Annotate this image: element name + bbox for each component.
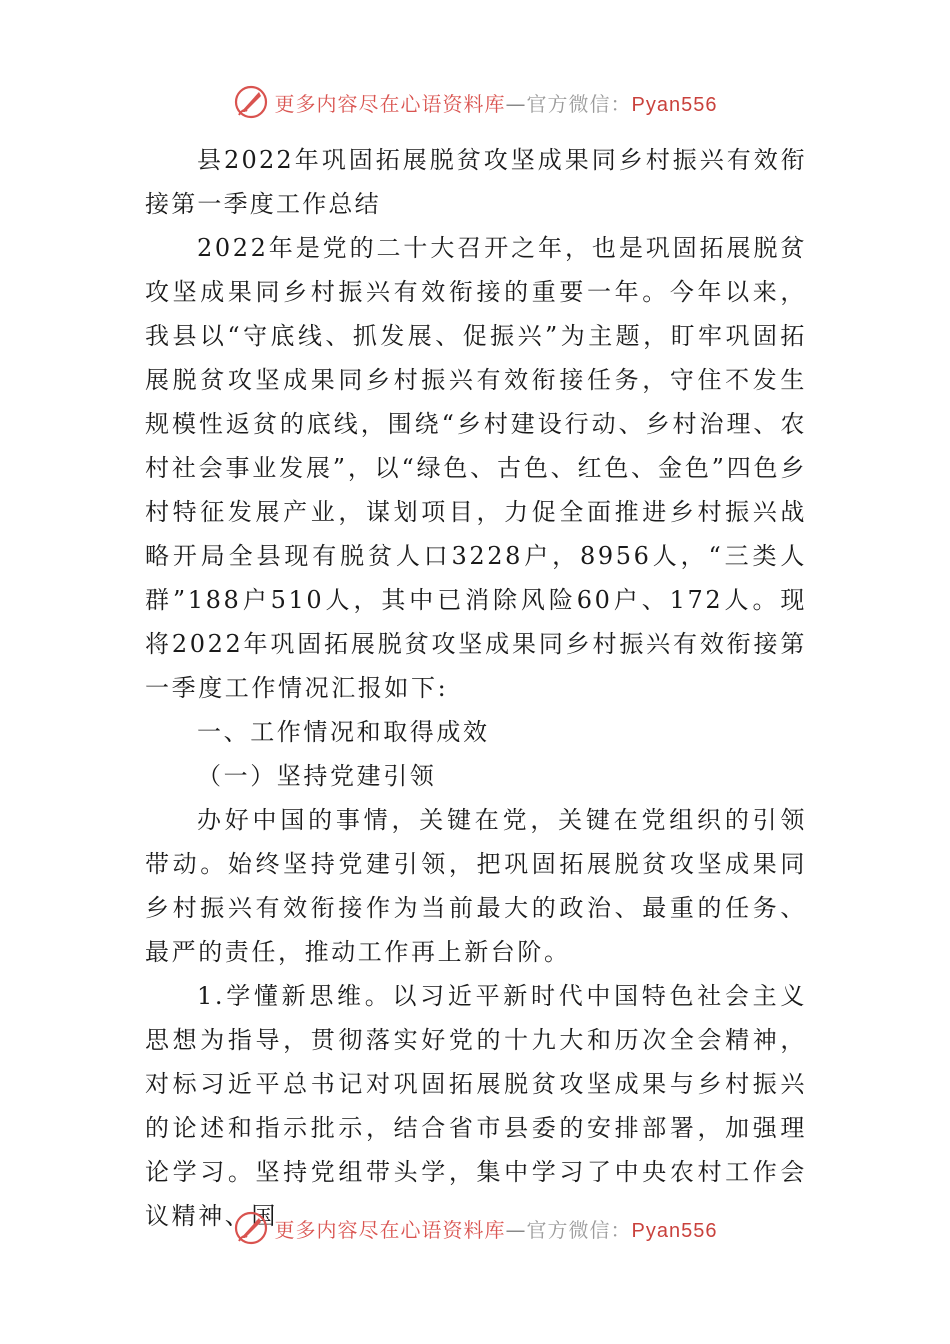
document-title: 县2022年巩固拓展脱贫攻坚成果同乡村振兴有效衔接第一季度工作总结 [145, 146, 807, 218]
watermark-text: 更多内容尽在心语资料库—官方微信：Pyan556 [274, 1217, 718, 1242]
watermark-footer [0, 1208, 950, 1248]
quill-logo-icon [233, 1210, 269, 1246]
paragraph-party-leadership: 办好中国的事情，关键在党，关键在党组织的引领带动。始终坚持党建引领，把巩固拓展脱贫攻坚成果同乡村振兴有效衔接作为当前最大的政治、最重的任务、最严的责任，推动工作再上新台阶。 [145, 806, 807, 966]
paragraph-new-thinking: 1.学懂新思维。以习近平新时代中国特色社会主义思想为指导，贯彻落实好党的十九大和历次全会精神，对标习近平总书记对巩固拓展脱贫攻坚成果与乡村振兴的论述和指示批示，结合省市县委的安排部署，加强理论学习。坚持党组带头学，集中学习了中央农村工作会议精神、国 [145, 982, 807, 1230]
watermark-header [0, 82, 950, 122]
quill-logo-icon [233, 84, 269, 120]
subsection-heading-1: （一）坚持党建引领 [197, 762, 437, 790]
section-heading-1: 一、工作情况和取得成效 [197, 718, 490, 746]
watermark-text: 更多内容尽在心语资料库—官方微信：Pyan556 [274, 91, 718, 116]
paragraph-intro: 2022年是党的二十大召开之年，也是巩固拓展脱贫攻坚成果同乡村振兴有效衔接的重要一年。今年以来，我县以“守底线、抓发展、促振兴”为主题，盯牢巩固拓展脱贫攻坚成果同乡村振兴有效衔接任务，守住不发生规模性返贫的底线，围绕“乡村建设行动、乡村治理、农村社会事业发展”，以“绿色、古色、红色、金色”四色乡村特征发展产业，谋划项目，力促全面推进乡村振兴战略开局全县现有脱贫人口3228户，8956人，“三类人群”188户510人，其中已消除风险60户、172人。现将2022年巩固拓展脱贫攻坚成果同乡村振兴有效衔接第一季度工作情况汇报如下: [145, 234, 807, 702]
document-body [145, 138, 807, 1238]
